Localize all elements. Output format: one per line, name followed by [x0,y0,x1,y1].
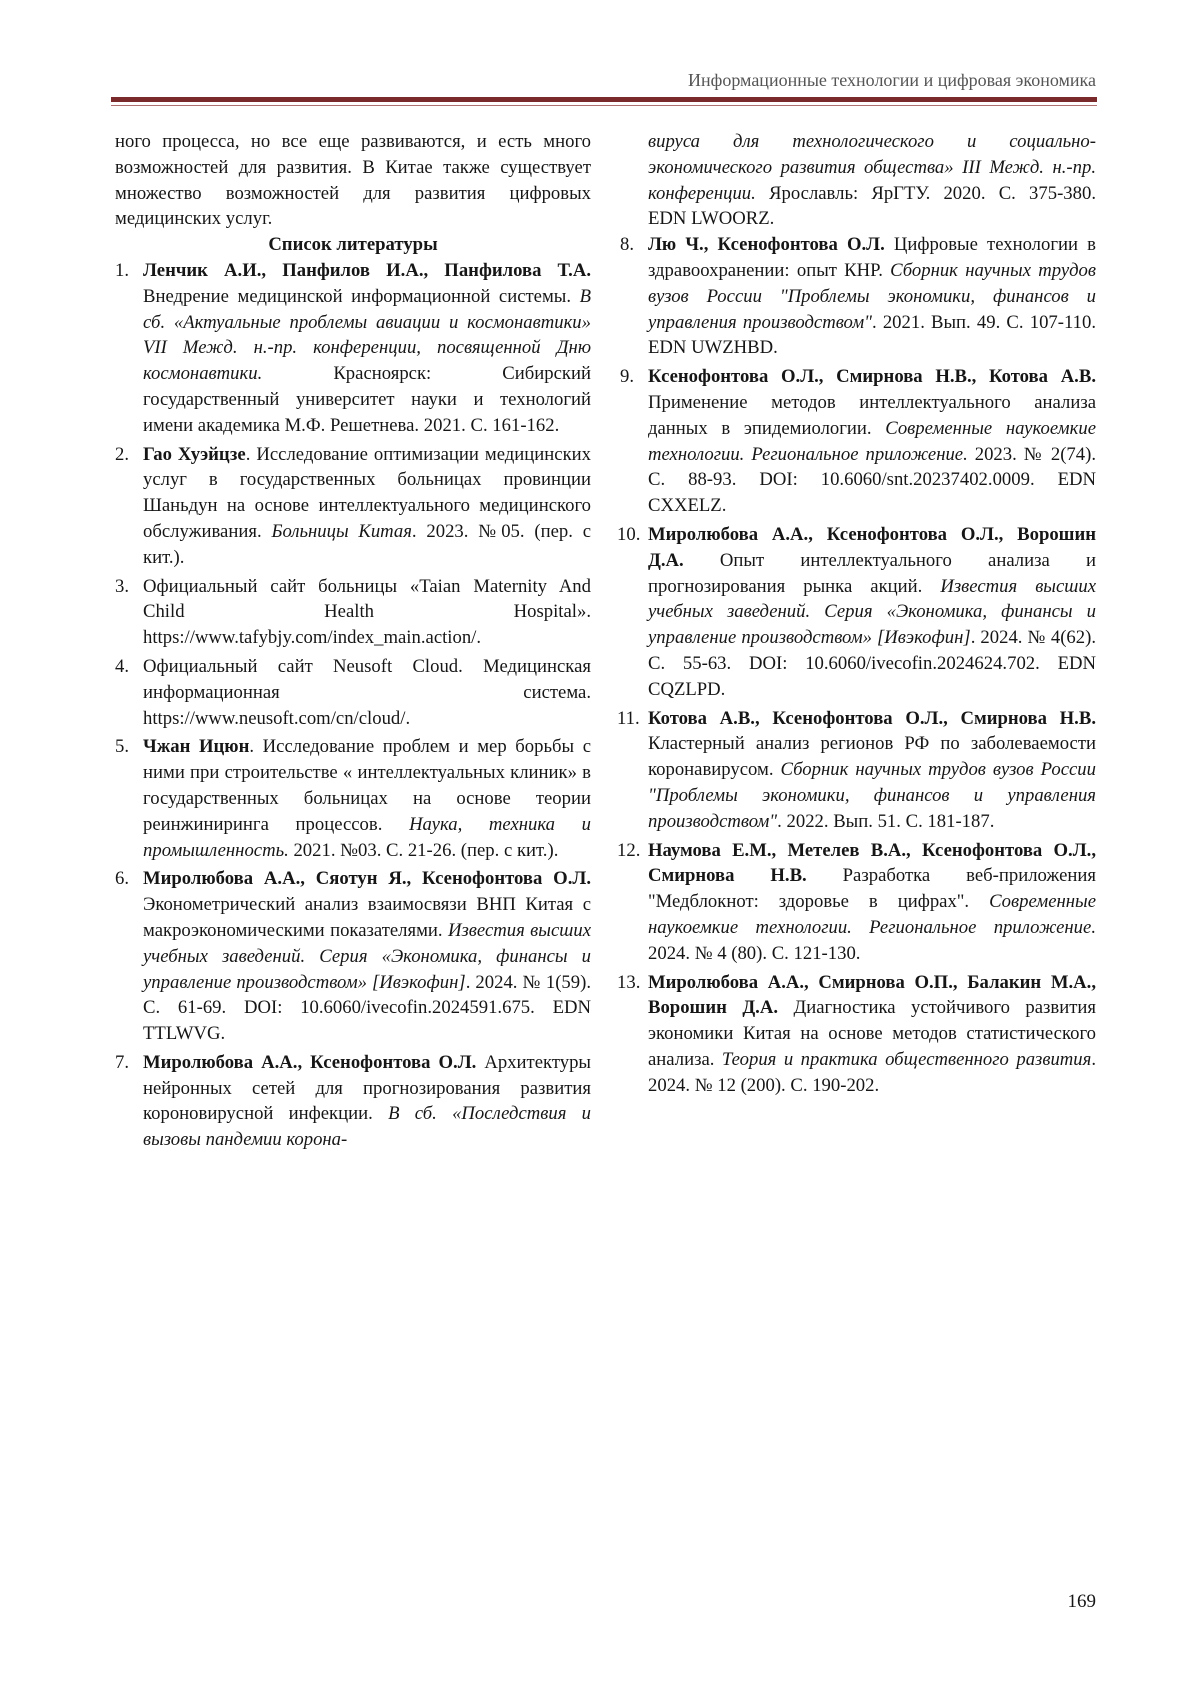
reference-item [115,734,591,863]
reference-title: Опыт интеллектуального анализа и прогнозирования рынка акций. [648,549,1096,597]
right-column [617,129,1096,1101]
reference-list-left [115,258,591,1153]
reference-number: 12. [617,839,641,861]
reference-item [115,866,591,1047]
reference-details: . 2024. № 1(59). С. 61-69. DOI: 10.6060/ivecofin.2024591.675. EDN TTLWVG. [143,971,591,1045]
reference-item [115,654,591,731]
reference-authors: Наумова Е.М., Метелев В.А., Ксенофонтова О.Л., Смирнова Н.В. [648,839,1096,887]
reference-number: 3. [115,575,130,597]
reference-item [115,442,591,571]
reference-authors: Чжан Ицюн [143,736,250,758]
reference-source: Современные наукоемкие технологии. Региональное приложение. [648,891,1096,938]
reference-title: Диагностика устойчивого развития экономики Китая на основе методов статистического анализа. [648,997,1096,1070]
reference-authors: Миролюбова А.А., Ксенофонтова О.Л., Ворошин Д.А. [648,523,1096,571]
reference-source: Известия высших учебных заведений. Серия «Экономика, финансы и управление производством» [Ивэкофин] [648,575,1096,649]
reference-source: вируса для технологического и социально-экономического развития общества» III Межд. н.-пр. конференции. [648,131,1096,204]
reference-authors: Миролюбова А.А., Смирнова О.П., Балакин М.А., Ворошин Д.А. [648,971,1096,1019]
reference-item [617,706,1096,835]
reference-details: . 2021. Вып. 49. С. 107-110. EDN UWZHBD. [648,311,1096,359]
reference-title: Внедрение медицинской информационной системы. [143,285,580,307]
reference-source: Современные наукоемкие технологии. Региональное приложение. [648,417,1096,465]
reference-source: Наука, техника и промышленность. [143,813,591,861]
reference-title: Разработка веб-приложения "Медблокнот: здоровье в цифрах". [648,865,1096,913]
reference-authors: Миролюбова А.А., Ксенофонтова О.Л. [143,1051,477,1073]
reference-number: 7. [115,1051,130,1073]
reference-item [115,258,591,439]
reference-item [617,970,1096,1099]
reference-details: 2024. № 4 (80). С. 121-130. [648,942,861,964]
reference-number: 6. [115,868,130,890]
reference-number: 5. [115,736,130,758]
reference-number: 13. [617,971,641,993]
reference-details: 2021. №03. С. 21-26. (пер. с кит.). [288,839,559,861]
page-number: 169 [1067,1591,1096,1612]
reference-number: 1. [115,259,130,281]
reference-title: Официальный сайт Neusoft Cloud. Медицинская информационная система. https://www.neusoft.com/cn/cloud/. [143,655,591,729]
reference-number: 11. [617,707,640,729]
intro-paragraph: ного процесса, но все еще развиваются, и есть много возможностей для развития. В Китае также существует множество возможностей для развития цифровых медицинских услуг. [115,131,591,230]
reference-source: В сб. «Актуальные проблемы авиации и космонавтики» VII Межд. н.-пр. конференции, посвященной Дню космонавтики. [143,285,591,385]
reference-details: . 2024. № 12 (200). С. 190-202. [648,1048,1096,1096]
reference-authors: Котова А.В., Ксенофонтова О.Л., Смирнова Н.В. [648,707,1096,729]
reference-item [617,522,1096,703]
reference-title: Эконометрический анализ взаимосвязи ВНП Китая с макроэкономическими показателями. [143,894,591,941]
reference-details: . 2023. №05. (пер. с кит.). [143,520,591,568]
reference-number: 10. [617,523,641,545]
reference-title: . Исследование проблем и мер борьбы с ними при строительстве « интеллектуальных клиник» в государственных больницах на основе теории реинжиниринга процессов. [143,736,591,835]
header-rule-thick [111,97,1097,102]
reference-authors: Гао Хуэйцзе [143,443,246,465]
reference-number: 8. [620,234,635,256]
reference-title: . Исследование оптимизации медицинских услуг в государственных больницах провинции Шаньдун на основе интеллектуального медицинского обслуживания. [143,443,591,542]
reference-title: Архитектуры нейронных сетей для прогнозирования развития короновирусной инфекции. [143,1051,591,1125]
reference-item [620,232,1096,361]
reference-details: 2023. № 2(74). С. 88-93. DOI: 10.6060/snt.20237402.0009. EDN CXXELZ. [648,443,1096,517]
reference-item [115,574,591,651]
reference-item [620,364,1096,519]
reference-authors: Ксенофонтова О.Л., Смирнова Н.В., Котова А.В. [648,366,1096,388]
reference-list-right [617,232,1096,1098]
reference-authors: Миролюбова А.А., Сяотун Я., Ксенофонтова О.Л. [143,868,591,890]
reference-details: . 2022. Вып. 51. С. 181-187. [777,810,995,832]
reference-number: 9. [620,366,635,388]
reference-source: Больницы Китая [271,520,412,542]
reference-details: Красноярск: Сибирский государственный университет науки и технологий имени академика М.Ф. Решетнева. 2021. С. 161-162. [143,363,591,436]
reference-authors: Лю Ч., Ксенофонтова О.Л. [648,234,885,256]
reference-continuation [620,129,1096,232]
reference-source: Сборник научных трудов вузов России "Проблемы экономики, финансов и управления производством" [648,259,1096,333]
reference-item [617,838,1096,967]
reference-authors: Ленчик А.И., Панфилов И.А., Панфилова Т.А. [143,259,591,281]
reference-details: . 2024. № 4(62). С. 55-63. DOI: 10.6060/ivecofin.2024624.702. EDN CQZLPD. [648,627,1096,700]
reference-title: Применение методов интеллектуального анализа данных в эпидемиологии. [648,391,1096,439]
reference-source: Теория и практика общественного развития [721,1048,1092,1070]
reference-number: 4. [115,655,130,677]
running-header: Информационные технологии и цифровая экономика [688,70,1096,90]
reference-item [115,1050,591,1153]
reference-title: Официальный сайт больницы «Taian Maternity And Child Health Hospital». https://www.tafybjy.com/index_main.action/. [143,575,591,649]
reference-title: Цифровые технологии в здравоохранении: опыт КНР. [648,234,1096,281]
reference-number: 2. [115,443,130,465]
reference-source: Известия высших учебных заведений. Серия «Экономика, финансы и управление производством» [Ивэкофин] [143,919,591,993]
reference-source: Сборник научных трудов вузов России "Проблемы экономики, финансов и управления производством" [648,759,1096,832]
reference-source: В сб. «Последствия и вызовы пандемии корона- [143,1103,591,1151]
left-column [115,129,591,1156]
header-rule-thin [111,105,1097,106]
reference-title: Кластерный анализ регионов РФ по заболеваемости коронавирусом. [648,733,1096,781]
reference-details: Ярославль: ЯрГТУ. 2020. С. 375-380. EDN LWOORZ. [648,182,1096,230]
references-heading: Список литературы [268,234,438,256]
